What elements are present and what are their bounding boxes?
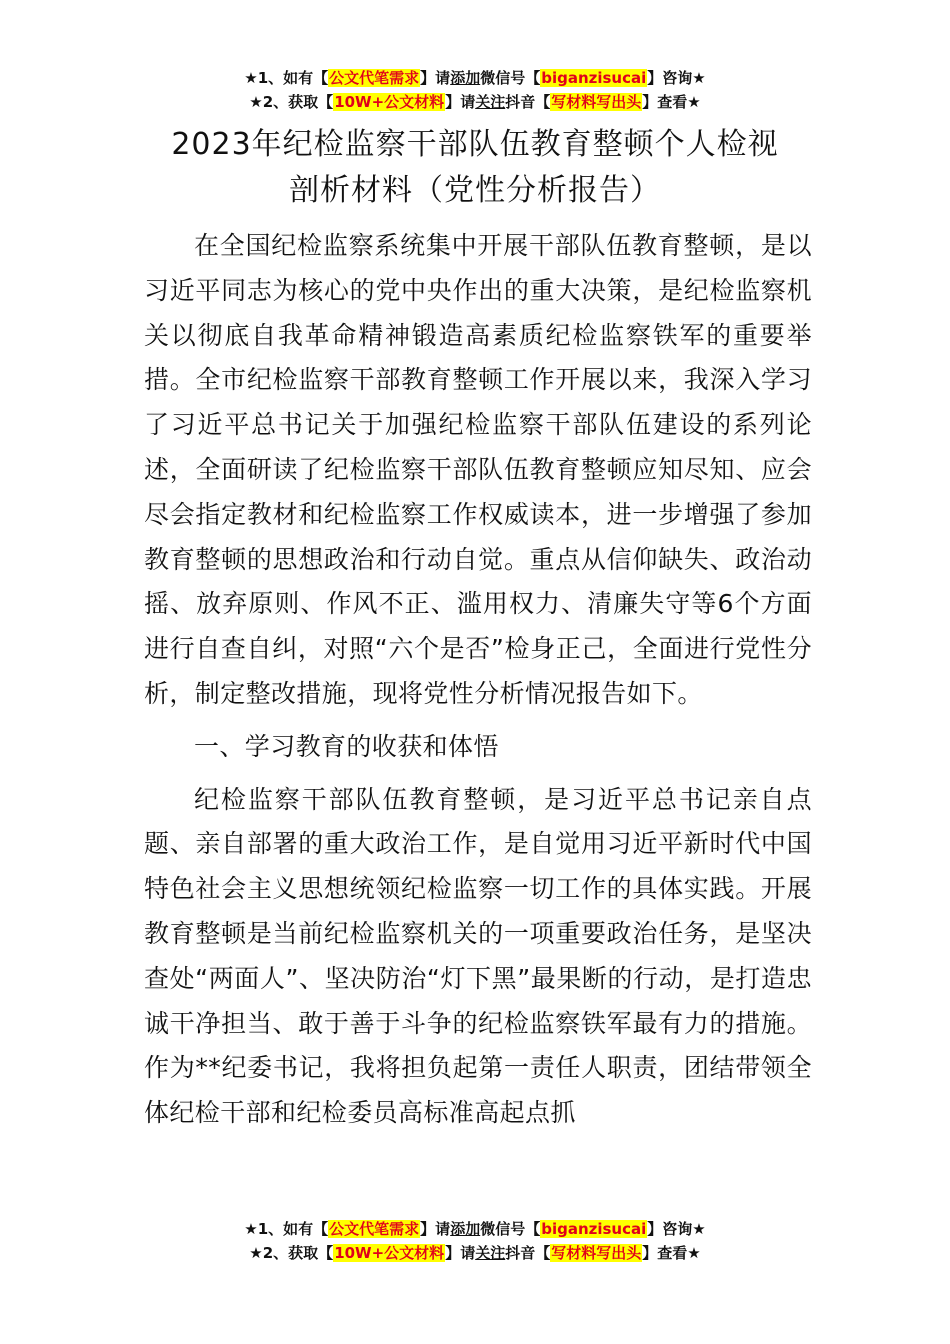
highlight-wechat-id: biganzisucai <box>541 69 647 87</box>
highlight-ghostwriting: 公文代笔需求 <box>329 69 420 87</box>
highlight-douyin-account: 写材料写出头 <box>551 93 642 111</box>
promo-line-1: ★1、如有【公文代笔需求】请添加微信号【biganzisucai】咨询★ <box>244 1220 706 1238</box>
section-heading-1: 一、学习教育的收获和体悟 <box>194 731 499 761</box>
document-body <box>144 224 812 1136</box>
promo-line-1: ★1、如有【公文代笔需求】请添加微信号【biganzisucai】咨询★ <box>244 69 706 87</box>
promo-banner-bottom <box>0 1217 950 1265</box>
highlight-ghostwriting: 公文代笔需求 <box>329 1220 420 1238</box>
title-line-1: 2023年纪检监察干部队伍教育整顿个人检视 <box>171 127 779 162</box>
document-title <box>0 122 950 214</box>
promo-banner-top <box>0 66 950 114</box>
paragraph-intro: 在全国纪检监察系统集中开展干部队伍教育整顿，是以习近平同志为核心的党中央作出的重大决策，是纪检监察机关以彻底自我革命精神锻造高素质纪检监察铁军的重要举措。全市纪检监察干部教育整顿工作开展以来，我深入学习了习近平总书记关于加强纪检监察干部队伍建设的系列论述，全面研读了纪检监察干部队伍教育整顿应知尽知、应会尽会指定教材和纪检监察工作权威读本，进一步增强了参加教育整顿的思想政治和行动自觉。重点从信仰缺失、政治动摇、放弃原则、作风不正、滥用权力、清廉失守等6个方面进行自查自纠，对照“六个是否”检身正己，全面进行党性分析，制定整改措施，现将党性分析情况报告如下。 <box>144 231 812 708</box>
title-line-2: 剖析材料（党性分析报告） <box>289 173 661 208</box>
highlight-materials: 10W+公文材料 <box>334 1244 445 1262</box>
highlight-materials: 10W+公文材料 <box>334 93 445 111</box>
highlight-wechat-id: biganzisucai <box>541 1220 647 1238</box>
paragraph-section-1: 纪检监察干部队伍教育整顿，是习近平总书记亲自点题、亲自部署的重大政治工作，是自觉用习近平新时代中国特色社会主义思想统领纪检监察一切工作的具体实践。开展教育整顿是当前纪检监察机关的一项重要政治任务，是坚决查处“两面人”、坚决防治“灯下黑”最果断的行动，是打造忠诚干净担当、敢于善于斗争的纪检监察铁军最有力的措施。作为**纪委书记，我将担负起第一责任人职责，团结带领全体纪检干部和纪检委员高标准高起点抓 <box>144 784 812 1128</box>
highlight-douyin-account: 写材料写出头 <box>551 1244 642 1262</box>
promo-line-2: ★2、获取【10W+公文材料】请关注抖音【写材料写出头】查看★ <box>249 93 701 111</box>
promo-line-2: ★2、获取【10W+公文材料】请关注抖音【写材料写出头】查看★ <box>249 1244 701 1262</box>
